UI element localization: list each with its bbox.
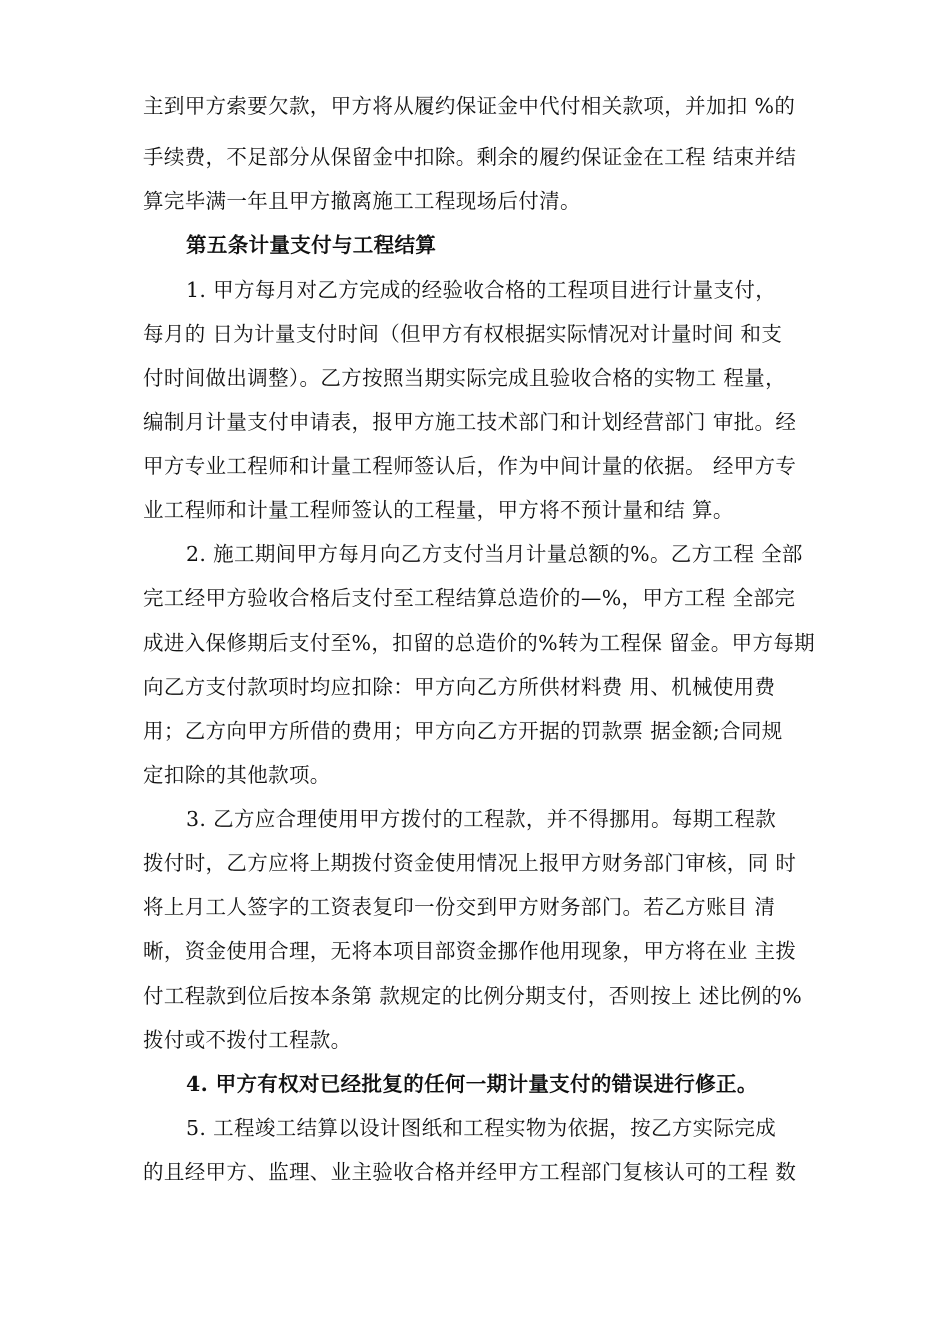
paragraph-line: 用；乙方向甲方所借的费用；甲方向乙方开据的罚款票 据金额;合同规 [143, 719, 783, 743]
paragraph-line: 1. 甲方每月对乙方完成的经验收合格的工程项目进行计量支付， [186, 278, 777, 302]
paragraph-line: 完工经甲方验收合格后支付至工程结算总造价的—%，甲方工程 全部完 [143, 586, 796, 610]
paragraph-line: 2. 施工期间甲方每月向乙方支付当月计量总额的%。乙方工程 全部 [186, 542, 803, 566]
paragraph-line: 定扣除的其他款项。 [143, 763, 331, 787]
paragraph-line: 成进入保修期后支付至%，扣留的总造价的%转为工程保 留金。甲方每期 [143, 631, 816, 655]
paragraph-line: 甲方专业工程师和计量工程师签认后，作为中间计量的依据。 经甲方专 [143, 454, 797, 478]
section-heading: 第五条计量支付与工程结算 [186, 233, 437, 257]
paragraph-line: 的且经甲方、监理、业主验收合格并经甲方工程部门复核认可的工程 数 [143, 1160, 797, 1184]
paragraph-line: 3. 乙方应合理使用甲方拨付的工程款，并不得挪用。每期工程款 [186, 807, 777, 831]
paragraph-line: 主到甲方索要欠款，甲方将从履约保证金中代付相关款项，并加扣 %的 [143, 94, 796, 118]
paragraph-line: 算完毕满一年且甲方撤离施工工程现场后付清。 [143, 189, 581, 213]
paragraph-line: 手续费，不足部分从保留金中扣除。剩余的履约保证金在工程 结束并结 [143, 145, 797, 169]
paragraph-line: 晰，资金使用合理，无将本项目部资金挪作他用现象，甲方将在业 主拨 [143, 939, 797, 963]
paragraph-line: 向乙方支付款项时均应扣除：甲方向乙方所供材料费 用、机械使用费 [143, 675, 776, 699]
paragraph-line: 每月的 日为计量支付时间（但甲方有权根据实际情况对计量时间 和支 [143, 322, 783, 346]
paragraph-line: 将上月工人签字的工资表复印一份交到甲方财务部门。若乙方账目 清 [143, 895, 776, 919]
paragraph-line: 付工程款到位后按本条第 款规定的比例分期支付，否则按上 述比例的% [143, 984, 803, 1008]
paragraph-line: 付时间做出调整）。乙方按照当期实际完成且验收合格的实物工 程量， [143, 366, 786, 390]
paragraph-line: 拨付或不拨付工程款。 [143, 1028, 352, 1052]
paragraph-line: 编制月计量支付申请表，报甲方施工技术部门和计划经营部门 审批。经 [143, 410, 797, 434]
paragraph-line: 拨付时，乙方应将上期拨付资金使用情况上报甲方财务部门审核，同 时 [143, 851, 797, 875]
paragraph-line: 业工程师和计量工程师签认的工程量，甲方将不预计量和结 算。 [143, 498, 734, 522]
paragraph-line-emphasis: 4. 甲方有权对已经批复的任何一期计量支付的错误进行修正。 [186, 1072, 758, 1096]
paragraph-line: 5. 工程竣工结算以设计图纸和工程实物为依据，按乙方实际完成 [186, 1116, 777, 1140]
